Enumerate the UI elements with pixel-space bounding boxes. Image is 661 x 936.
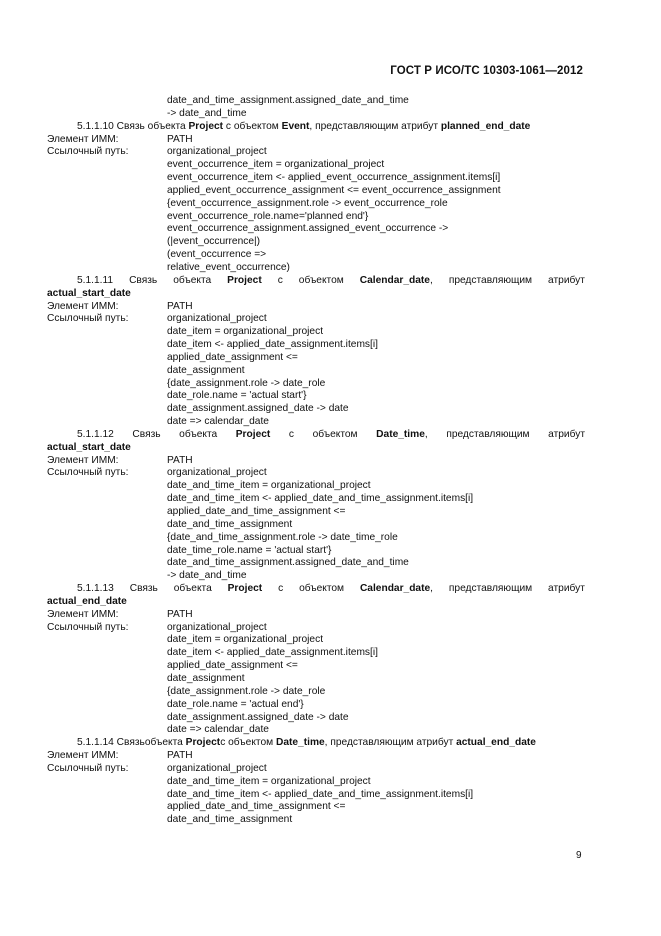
path-line: date_assignment.assigned_date -> date bbox=[167, 403, 349, 415]
entity-name: Project bbox=[227, 274, 262, 286]
section-heading-5-1-1-13 bbox=[47, 583, 585, 596]
path-line: event_occurrence_item <- applied_event_occurrence_assignment.items[i] bbox=[167, 172, 501, 184]
section-word: с объектом bbox=[225, 120, 279, 132]
target-group bbox=[376, 429, 428, 442]
continuation-line: -> date_and_time bbox=[167, 107, 247, 119]
section-heading-5-1-1-14 bbox=[47, 737, 585, 750]
attribute-name: actual_start_date bbox=[47, 441, 131, 453]
path-line: {event_occurrence_assignment.role -> event_occurrence_role bbox=[167, 197, 448, 209]
element-label: Элемент ИММ: bbox=[47, 300, 119, 312]
path-line: {date_assignment.role -> date_role bbox=[167, 377, 326, 389]
page-number: 9 bbox=[576, 850, 582, 861]
comma: , bbox=[430, 583, 434, 595]
section-word: представляющим атрибут bbox=[315, 120, 438, 132]
ref-path-label: Ссылочный путь: bbox=[47, 313, 129, 325]
path-line: date_and_time_item <- applied_date_and_time_assignment.items[i] bbox=[167, 788, 474, 800]
path-line: {date_assignment.role -> date_role bbox=[167, 685, 326, 697]
path-line: event_occurrence_assignment.assigned_event_occurrence -> bbox=[167, 223, 449, 235]
element-value: PATH bbox=[167, 300, 193, 312]
target-entity: Date_time bbox=[376, 428, 425, 440]
path-line: date_item = organizational_project bbox=[167, 634, 324, 646]
path-line: relative_event_occurrence) bbox=[167, 261, 290, 273]
section-word: атрибут bbox=[548, 274, 585, 286]
attribute-name: actual_start_date bbox=[47, 287, 131, 299]
path-line: applied_date_assignment <= bbox=[167, 351, 298, 363]
path-line: date_and_time_assignment.assigned_date_and_time bbox=[167, 557, 409, 569]
path-line: date_and_time_item = organizational_project bbox=[167, 480, 371, 492]
section-word: представляющим bbox=[448, 583, 533, 595]
path-line: -> date_and_time bbox=[167, 570, 247, 582]
target-entity: Calendar_date bbox=[359, 583, 431, 595]
ref-path-row bbox=[47, 313, 585, 326]
element-row bbox=[47, 750, 585, 763]
path-line: (|event_occurrence|) bbox=[167, 236, 261, 248]
path-line: date_assignment bbox=[167, 364, 245, 376]
element-row bbox=[47, 455, 585, 468]
path-line: event_occurrence_item = organizational_project bbox=[167, 159, 385, 171]
path-line: event_occurrence_role.name='planned end'} bbox=[167, 210, 369, 222]
ref-path-label: Ссылочный путь: bbox=[47, 762, 129, 774]
element-value: PATH bbox=[167, 608, 193, 620]
section-word: представляющим bbox=[448, 274, 533, 286]
continuation-line: date_and_time_assignment.assigned_date_and_time bbox=[167, 95, 409, 106]
comma: , bbox=[424, 428, 428, 440]
path-line: date_time_role.name = 'actual start'} bbox=[167, 544, 332, 556]
attribute-name: planned_end_date bbox=[440, 120, 531, 132]
path-line: date_assignment bbox=[167, 672, 245, 684]
section-word: атрибут bbox=[548, 583, 585, 595]
attribute-line bbox=[47, 596, 585, 609]
comma: , bbox=[429, 274, 433, 286]
path-line: {date_and_time_assignment.role -> date_time_role bbox=[167, 531, 398, 543]
section-word: объектом bbox=[312, 428, 358, 440]
path-line: organizational_project bbox=[167, 467, 267, 479]
section-number: 5.1.1.13 bbox=[77, 583, 114, 595]
target-entity: Event bbox=[281, 120, 310, 132]
element-label: Элемент ИММ: bbox=[47, 454, 119, 466]
path-line: date_role.name = 'actual start'} bbox=[167, 390, 307, 402]
entity-name: Project bbox=[227, 583, 263, 595]
entity-name: Project bbox=[235, 428, 271, 440]
section-word: Связь bbox=[132, 428, 161, 440]
section-word: Связь bbox=[129, 274, 158, 286]
element-value: PATH bbox=[167, 750, 193, 762]
element-value: PATH bbox=[167, 454, 193, 466]
section-word: с bbox=[288, 428, 294, 440]
document-body bbox=[47, 95, 585, 827]
section-number: 5.1.1.12 bbox=[77, 428, 114, 440]
section-word: Связь bbox=[116, 737, 145, 749]
document-header: ГОСТ Р ИСО/ТС 10303-1061—2012 bbox=[390, 65, 583, 77]
path-line: date => calendar_date bbox=[167, 724, 269, 736]
path-line: applied_date_and_time_assignment <= bbox=[167, 801, 346, 813]
path-line: date_and_time_item <- applied_date_and_time_assignment.items[i] bbox=[167, 493, 474, 505]
section-word: объекта bbox=[179, 428, 218, 440]
path-line: applied_date_assignment <= bbox=[167, 660, 298, 672]
ref-path-row bbox=[47, 622, 585, 635]
section-number: 5.1.1.10 bbox=[77, 120, 114, 132]
ref-path-label: Ссылочный путь: bbox=[47, 146, 129, 158]
section-word: с bbox=[277, 274, 283, 286]
path-line: date_and_time_assignment bbox=[167, 814, 293, 826]
attribute-name: actual_end_date bbox=[47, 595, 127, 607]
target-group bbox=[360, 275, 433, 288]
section-word: атрибут bbox=[548, 428, 585, 440]
section-word: объектом bbox=[299, 583, 345, 595]
entity-name: Project bbox=[185, 737, 221, 749]
element-label: Элемент ИММ: bbox=[47, 750, 119, 762]
path-line: date_role.name = 'actual end'} bbox=[167, 698, 304, 710]
path-line: date_item <- applied_date_assignment.items[i] bbox=[167, 647, 378, 659]
section-heading-5-1-1-10 bbox=[47, 121, 585, 134]
section-heading-5-1-1-11 bbox=[47, 275, 585, 288]
section-word: объекта bbox=[147, 120, 186, 132]
path-line: date_and_time_item = organizational_project bbox=[167, 775, 371, 787]
ref-path-row bbox=[47, 467, 585, 480]
section-word: с объектом bbox=[220, 737, 274, 749]
path-line: date_and_time_assignment bbox=[167, 518, 293, 530]
section-word: объекта bbox=[144, 737, 183, 749]
entity-name: Project bbox=[188, 120, 224, 132]
path-line: organizational_project bbox=[167, 146, 267, 158]
ref-path-row bbox=[47, 763, 585, 776]
attribute-name: actual_end_date bbox=[456, 737, 536, 749]
section-word: объекта bbox=[173, 583, 212, 595]
section-word: с bbox=[278, 583, 284, 595]
section-word: Связь bbox=[129, 583, 158, 595]
target-entity: Calendar_date bbox=[359, 274, 430, 286]
element-row bbox=[47, 301, 585, 314]
path-line: date_item = organizational_project bbox=[167, 326, 324, 338]
section-word: представляющим bbox=[446, 428, 530, 440]
section-word: , представляющим атрибут bbox=[324, 737, 454, 749]
path-line: (event_occurrence => bbox=[167, 249, 267, 261]
path-line: organizational_project bbox=[167, 762, 267, 774]
section-word: объекта bbox=[173, 274, 212, 286]
path-line: date_assignment.assigned_date -> date bbox=[167, 711, 349, 723]
element-value: PATH bbox=[167, 133, 193, 145]
attribute-line bbox=[47, 288, 585, 301]
ref-path-row bbox=[47, 146, 585, 159]
element-label: Элемент ИММ: bbox=[47, 608, 119, 620]
element-row bbox=[47, 609, 585, 622]
path-line: date_item <- applied_date_assignment.items[i] bbox=[167, 339, 378, 351]
path-line: organizational_project bbox=[167, 621, 267, 633]
section-word: объектом bbox=[298, 274, 344, 286]
section-word: , bbox=[309, 120, 313, 132]
section-word: Связь bbox=[116, 120, 145, 132]
path-line: applied_date_and_time_assignment <= bbox=[167, 506, 346, 517]
path-line: organizational_project bbox=[167, 313, 267, 325]
target-entity: Date_time bbox=[275, 737, 325, 749]
element-row bbox=[47, 134, 585, 147]
section-heading-5-1-1-12 bbox=[47, 429, 585, 442]
section-number: 5.1.1.14 bbox=[77, 737, 114, 749]
element-label: Элемент ИММ: bbox=[47, 133, 119, 145]
path-line: date => calendar_date bbox=[167, 416, 269, 428]
attribute-line bbox=[47, 442, 585, 455]
path-line: applied_event_occurrence_assignment <= event_occurrence_assignment bbox=[167, 184, 501, 196]
target-group bbox=[360, 583, 433, 596]
ref-path-label: Ссылочный путь: bbox=[47, 467, 129, 479]
section-number: 5.1.1.11 bbox=[77, 274, 114, 286]
ref-path-label: Ссылочный путь: bbox=[47, 621, 129, 633]
